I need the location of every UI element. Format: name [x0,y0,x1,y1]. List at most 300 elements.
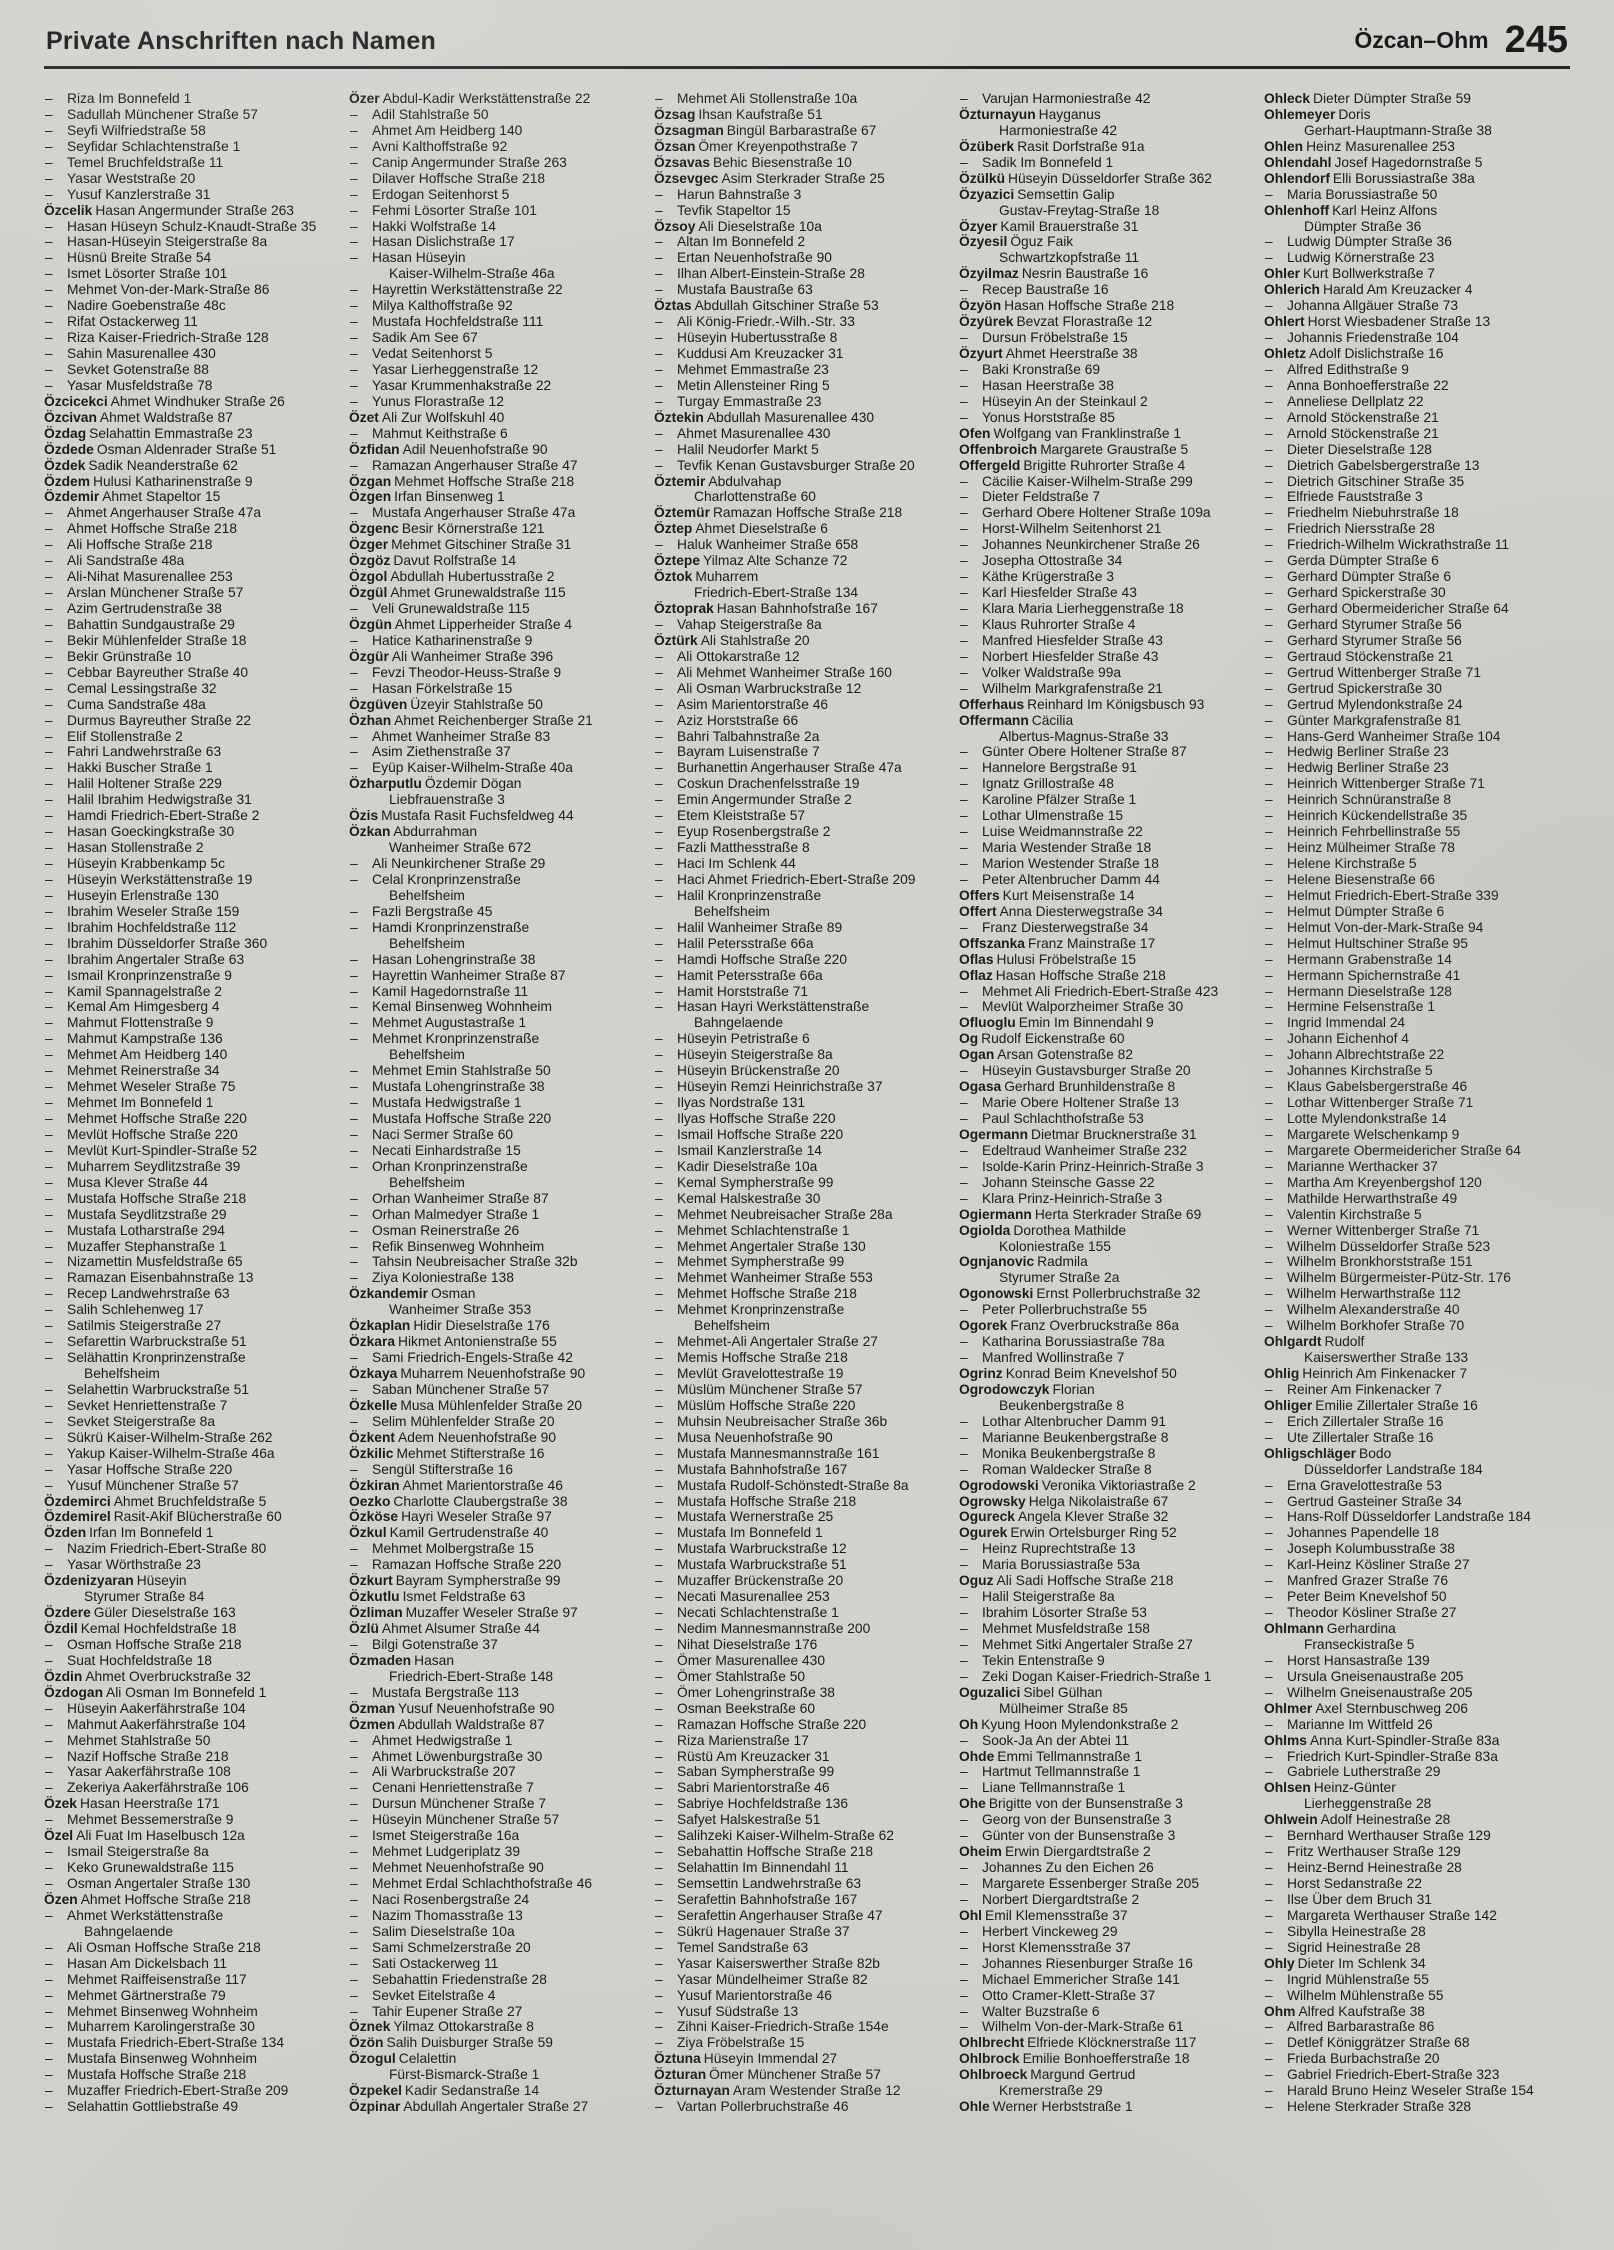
entry-sub: – Hedwig Berliner Straße 23 [1264,760,1556,776]
entry-sub: – Ömer Masurenallee 430 [654,1653,946,1669]
entry-sub: – Müslüm Münchener Straße 57 [654,1382,946,1398]
entry-sub: – Nazim Thomasstraße 13 [349,1908,641,1924]
entry-sub: – Johannes Papendelle 18 [1264,1525,1556,1541]
surname: Offers [959,887,1000,903]
entry-sub: – Halil Steigerstraße 8a [959,1589,1251,1605]
entry-sub: – Lothar Wittenberger Straße 71 [1264,1095,1556,1111]
entry-head: Oflaz Hasan Hoffsche Straße 218 [959,967,1166,983]
entry-sub: – Heinrich Fehrbellinstraße 55 [1264,824,1556,840]
surname: Özülkü [959,170,1005,186]
entry-sub: – Ismail Hoffsche Straße 220 [654,1127,946,1143]
header-right [1354,19,1568,61]
surname: Özsagman [654,122,724,138]
entry-sub: – Necati Masurenallee 253 [654,1589,946,1605]
entry-sub: – Ali Sandstraße 48a [44,553,336,569]
surname: Özmaden [349,1652,412,1668]
entry-sub: – Ludwig Dümpter Straße 36 [1264,234,1556,250]
entry-sub: – Wilhelm Herwarthstraße 112 [1264,1286,1556,1302]
entry-head: Özgan Mehmet Hoffsche Straße 218 [349,473,575,489]
entry-sub: – Ramazan Angerhauser Straße 47 [349,458,641,474]
entry-sub: – Ramazan Hoffsche Straße 220 [349,1557,641,1573]
entry-sub: – Friedhelm Niebuhrstraße 18 [1264,505,1556,521]
entry-sub: – Hasan Am Dickelsbach 11 [44,1956,336,1972]
entry-head: Özen Ahmet Hoffsche Straße 218 [44,1891,251,1907]
entry-sub: – Hüseyin Hubertusstraße 8 [654,330,946,346]
entry-sub: – Mustafa Lohengrinstraße 38 [349,1079,641,1095]
entry-head: Özsavas Behic Biesenstraße 10 [654,154,852,170]
entry-sub: – Ursula Gneisenaustraße 205 [1264,1669,1556,1685]
entry-sub: – Kadir Dieselstraße 10a [654,1159,946,1175]
entry-head: Ohlert Horst Wiesbadener Straße 13 [1264,314,1491,330]
entry-sub: – Gerhard Styrumer Straße 56 [1264,633,1556,649]
entry-sub: – Wilhelm Gneisenaustraße 205 [1264,1685,1556,1701]
entry-sub: – Ilse Über dem Bruch 31 [1264,1892,1556,1908]
surname: Özkelle [349,1397,398,1413]
entry-sub: – Tahir Eupener Straße 27 [349,2004,641,2020]
entry-sub: – Theodor Kösliner Straße 27 [1264,1605,1556,1621]
entry-sub: – Yasar Musfeldstraße 78 [44,378,336,394]
entry-sub: – Marianne Im Wittfeld 26 [1264,1717,1556,1733]
entry-continuation: Gerhart-Hauptmann-Straße 38 [1304,122,1492,138]
entry-sub: – Seyfidar Schlachtenstraße 1 [44,139,336,155]
entry-sub: – Turgay Emmastraße 23 [654,394,946,410]
entry-head: Ofen Wolfgang van Franklinstraße 1 [959,425,1182,441]
entry-sub: – Ali-Nihat Masurenallee 253 [44,569,336,585]
entry-sub: – Yasar Weststraße 20 [44,171,336,187]
entry-sub: – Coskun Drachenfelsstraße 19 [654,776,946,792]
surname: Özmen [349,1716,395,1732]
entry-sub: – Hüsnü Breite Straße 54 [44,250,336,266]
entry-sub: – Hüseyin Werkstättenstraße 19 [44,872,336,888]
entry-sub: – Salih Schlehenweg 17 [44,1302,336,1318]
surname: Özsoy [654,218,696,234]
entry-sub: – Veli Grunewaldstraße 115 [349,601,641,617]
entry-head: Ogrodowczyk Florian [959,1381,1095,1397]
entry-sub: – Arnold Stöckenstraße 21 [1264,410,1556,426]
entry-sub: – Mustafa Hoffsche Straße 218 [44,2067,336,2083]
surname: Öztepe [654,553,700,569]
entry-sub: – Halil Wanheimer Straße 89 [654,920,946,936]
surname: Öznek [349,2019,391,2035]
entry-sub: – Maria Westender Straße 18 [959,840,1251,856]
surname: Özdag [44,425,87,441]
entry-head: Ohl Emil Klemensstraße 37 [959,1907,1128,1923]
surname: Özpekel [349,2083,402,2099]
entry-sub: – Paul Schlachthofstraße 53 [959,1111,1251,1127]
entry-sub: – Cebbar Bayreuther Straße 40 [44,665,336,681]
entry-sub: – Heinz-Bernd Heinestraße 28 [1264,1860,1556,1876]
entry-sub: – Ali Osman Hoffsche Straße 218 [44,1940,336,1956]
surname: Ohlbroeck [959,2067,1028,2083]
entry-sub: – Sadik Im Bonnefeld 1 [959,155,1251,171]
entry-sub: – Selahettin Warbruckstraße 51 [44,1382,336,1398]
entry-sub: – Johann Steinsche Gasse 22 [959,1175,1251,1191]
entry-head: Özköse Hayri Weseler Straße 97 [349,1509,552,1525]
entry-head: Özdemir Ahmet Stapeltor 15 [44,489,221,505]
entry-head: Özel Ali Fuat Im Haselbusch 12a [44,1828,245,1844]
entry-sub: – Herbert Vinckeweg 29 [959,1924,1251,1940]
entry-sub: – Hartmut Tellmannstraße 1 [959,1764,1251,1780]
entry-head: Özüberk Rasit Dorfstraße 91a [959,138,1145,154]
entry-sub: – Mustafa Im Bonnefeld 1 [654,1525,946,1541]
entry-sub: – Sigrid Heinestraße 28 [1264,1940,1556,1956]
entry-head: Ohler Kurt Bollwerkstraße 7 [1264,266,1435,282]
entry-sub: – Sevket Steigerstraße 8a [44,1414,336,1430]
entry-head: Özcivan Ahmet Waldstraße 87 [44,409,233,425]
entry-head: Ogermann Dietmar Brucknerstraße 31 [959,1126,1197,1142]
entry-sub: – Marianne Beukenbergstraße 8 [959,1430,1251,1446]
entry-sub: – Musa Klever Straße 44 [44,1175,336,1191]
entry-sub: – Mehmet Emin Stahlstraße 50 [349,1063,641,1079]
entry-head: Oflas Hulusi Fröbelstraße 15 [959,951,1137,967]
entry-sub: – Yunus Florastraße 12 [349,394,641,410]
entry-sub: – Kemal Am Himgesberg 4 [44,999,336,1015]
page-title: Private Anschriften nach Namen [46,27,436,55]
entry-sub: – Luise Weidmannstraße 22 [959,824,1251,840]
entry-sub: – Fritz Werthauser Straße 129 [1264,1844,1556,1860]
entry-head: Öztuna Hüseyin Immendal 27 [654,2051,838,2067]
entry-head: Öztas Abdullah Gitschiner Straße 53 [654,298,879,314]
surname: Offerhaus [959,696,1025,712]
entry-sub: – Wilhelm Borkhofer Straße 70 [1264,1318,1556,1334]
entry-head: Öztekin Abdullah Masurenallee 430 [654,409,875,425]
directory-column [349,91,641,2115]
directory-column [1264,91,1556,2115]
entry-sub: – Ali Warbruckstraße 207 [349,1764,641,1780]
entry-sub: – Dietrich Gitschiner Straße 35 [1264,474,1556,490]
entry-sub: – Hüseyin Remzi Heinrichstraße 37 [654,1079,946,1095]
surname: Özsevgec [654,170,719,186]
entry-continuation: Schwartzkopfstraße 11 [999,250,1140,266]
entry-head: Ohletz Adolf Dislichstraße 16 [1264,346,1444,361]
entry-head: Oguz Ali Sadi Hoffsche Straße 218 [959,1573,1174,1589]
entry-sub: – Helene Sterkrader Straße 328 [1264,2099,1556,2115]
entry-sub: – Muzaffer Friedrich-Ebert-Straße 209 [44,2083,336,2099]
entry-sub: – Bernhard Werthauser Straße 129 [1264,1828,1556,1844]
entry-sub: – Roman Waldecker Straße 8 [959,1462,1251,1478]
entry-head: Ogurek Erwin Ortelsburger Ring 52 [959,1525,1177,1541]
entry-sub: – Ali Ottokarstraße 12 [654,649,946,665]
entry-sub: – Manfred Wollinstraße 7 [959,1350,1251,1366]
entry-sub: – Reiner Am Finkenacker 7 [1264,1382,1556,1398]
entry-sub: – Yasar Hoffsche Straße 220 [44,1462,336,1478]
surname: Özgenc [349,521,399,537]
entry-sub: – Mehmet Schlachtenstraße 1 [654,1223,946,1239]
entry-head: Offenbroich Margarete Graustraße 5 [959,441,1189,457]
entry-sub: – Helene Kirchstraße 5 [1264,856,1556,872]
entry-sub: – Cäcilie Kaiser-Wilhelm-Straße 299 [959,474,1251,490]
entry-sub: – Osman Hoffsche Straße 218 [44,1637,336,1653]
entry-sub: – Ertan Neuenhofstraße 90 [654,250,946,266]
entry-sub: – Hüseyin Münchener Straße 57 [349,1812,641,1828]
entry-sub: – Mehmet Am Heidberg 140 [44,1047,336,1063]
entry-sub: – Mustafa Angerhauser Straße 47a [349,505,641,521]
entry-head: Ohlen Heinz Masurenallee 253 [1264,138,1455,154]
entry-sub: – Mehmet Musfeldstraße 158 [959,1621,1251,1637]
entry-continuation: Styrumer Straße 84 [84,1589,205,1605]
surname: Öztep [654,521,693,537]
surname: Özdil [44,1621,78,1636]
entry-sub: – Alfred Edithstraße 9 [1264,362,1556,378]
entry-head: Ogan Arsan Gotenstraße 82 [959,1047,1134,1063]
entry-sub: – Durmus Bayreuther Straße 22 [44,713,336,729]
entry-sub: – Cuma Sandstraße 48a [44,697,336,713]
entry-sub: – Günter Obere Holtener Straße 87 [959,744,1251,760]
page-number: 245 [1504,19,1568,61]
entry-continuation: Behelfsheim [389,935,465,951]
entry-head: Özis Mustafa Rasit Fuchsfeldweg 44 [349,808,574,824]
entry-sub: – Mevlüt Kurt-Spindler-Straße 52 [44,1143,336,1159]
entry-continuation: Albertus-Magnus-Straße 33 [999,728,1169,744]
entry-sub: – Anna Bonhoefferstraße 22 [1264,378,1556,394]
entry-sub: – Eyup Rosenbergstraße 2 [654,824,946,840]
entry-sub: – Mehmet Augustastraße 1 [349,1015,641,1031]
entry-sub: – Recep Landwehrstraße 63 [44,1286,336,1302]
entry-sub: – Kemal Halskestraße 30 [654,1191,946,1207]
entry-sub: – Horst Sedanstraße 22 [1264,1876,1556,1892]
entry-sub: – Lothar Altenbrucher Damm 91 [959,1414,1251,1430]
surname: Ohlert [1264,314,1305,330]
entry-continuation: Düsseldorfer Landstraße 184 [1304,1461,1483,1477]
surname: Özkan [349,824,391,840]
entry-head: Özmaden Hasan [349,1652,454,1668]
surname: Özyurt [959,346,1003,361]
entry-head: Özpekel Kadir Sedanstraße 14 [349,2083,540,2099]
entry-sub: – Ilhan Albert-Einstein-Straße 28 [654,266,946,282]
entry-sub: – Mehmet Sitki Angertaler Straße 27 [959,1637,1251,1653]
entry-sub: – Hüseyin Gustavsburger Straße 20 [959,1063,1251,1079]
surname: Ohlendahl [1264,154,1332,170]
entry-sub: – Mehmet Bessemerstraße 9 [44,1812,336,1828]
entry-sub: – Yusuf Südstraße 13 [654,2004,946,2020]
entry-head: Özyazici Semsettin Galip [959,186,1115,202]
entry-sub: – Wilhelm Markgrafenstraße 21 [959,681,1251,697]
entry-head: Özdemirel Rasit-Akif Blücherstraße 60 [44,1509,282,1525]
entry-sub: – Naci Sermer Straße 60 [349,1127,641,1143]
entry-sub: – Sükrü Kaiser-Wilhelm-Straße 262 [44,1430,336,1446]
entry-sub: – Safyet Halskestraße 51 [654,1812,946,1828]
surname: Ognjanovic [959,1254,1035,1270]
entry-sub: – Wilhelm Bürgermeister-Pütz-Str. 176 [1264,1270,1556,1286]
entry-sub: – Azim Gertrudenstraße 38 [44,601,336,617]
surname: Özdemirci [44,1493,111,1509]
surname: Öztürk [654,632,698,648]
surname: Ogurek [959,1525,1008,1541]
entry-head: Özsan Ömer Kreyenpothstraße 7 [654,138,858,154]
entry-sub: – Detlef Königgrätzer Straße 68 [1264,2035,1556,2051]
entry-sub: – Arslan Münchener Straße 57 [44,585,336,601]
entry-head: Özdem Hulusi Katharinenstraße 9 [44,473,253,489]
surname: Özdede [44,441,94,457]
entry-sub: – Hayrettin Werkstättenstraße 22 [349,282,641,298]
entry-sub: – Otto Cramer-Klett-Straße 37 [959,1988,1251,2004]
surname: Ohlwein [1264,1812,1318,1828]
surname: Özgüven [349,696,408,712]
entry-sub: – Manfred Hiesfelder Straße 43 [959,633,1251,649]
entry-sub: – Altan Im Bonnefeld 2 [654,234,946,250]
entry-head: Özgol Abdullah Hubertusstraße 2 [349,569,555,585]
entry-sub: – Ismet Steigerstraße 16a [349,1828,641,1844]
entry-sub: – Hasan Goeckingkstraße 30 [44,824,336,840]
entry-sub: – Mahmut Aakerfährstraße 104 [44,1717,336,1733]
entry-sub: – Werner Wittenberger Straße 71 [1264,1223,1556,1239]
entry-sub: – Gertrud Gasteiner Straße 34 [1264,1494,1556,1510]
entry-sub: – Kemal Binsenweg Wohnheim [349,999,641,1015]
entry-sub: – Friedrich Kurt-Spindler-Straße 83a [1264,1749,1556,1765]
entry-sub: – Johanna Allgäuer Straße 73 [1264,298,1556,314]
entry-sub: – Hasan Heerstraße 38 [959,378,1251,394]
entry-sub: – Haci Ahmet Friedrich-Ebert-Straße 209 [654,872,946,888]
surname: Ohlemeyer [1264,106,1336,122]
surname: Oguzalici [959,1684,1021,1700]
entry-head: Oh Kyung Hoon Mylendonkstraße 2 [959,1716,1179,1732]
entry-sub: – Johannes Zu den Eichen 26 [959,1860,1251,1876]
entry-head: Ohlendorf Elli Borussiastraße 38a [1264,170,1475,186]
entry-sub: – Cemal Lessingstraße 32 [44,681,336,697]
entry-sub: – Gertraud Stöckenstraße 21 [1264,649,1556,665]
entry-sub: – Mehmet Stahlstraße 50 [44,1733,336,1749]
entry-sub: – Hasan Hayri Werkstättenstraße [654,999,946,1015]
surname: Özek [44,1796,77,1812]
entry-head: Özlü Ahmet Alsumer Straße 44 [349,1621,540,1636]
surname: Ohl [959,1907,982,1923]
entry-sub: – Kemal Sympherstraße 99 [654,1175,946,1191]
surname: Offszanka [959,935,1025,951]
surname: Özpinar [349,2099,401,2115]
entry-sub: – Muzaffer Brückenstraße 20 [654,1573,946,1589]
entry-sub: – Sami Schmelzerstraße 20 [349,1940,641,1956]
entry-sub: – Katharina Borussiastraße 78a [959,1334,1251,1350]
entry-sub: – Peter Pollerbruchstraße 55 [959,1302,1251,1318]
surname: Öztekin [654,409,704,425]
entry-head: Özgün Ahmet Lipperheider Straße 4 [349,616,573,632]
entry-head: Özfidan Adil Neuenhofstraße 90 [349,441,548,457]
entry-sub: – Zekeriya Aakerfährstraße 106 [44,1780,336,1796]
entry-sub: – Ziya Fröbelstraße 15 [654,2035,946,2051]
entry-sub: – Klara Prinz-Heinrich-Straße 3 [959,1191,1251,1207]
surname: Özsag [654,106,696,122]
entry-sub: – Keko Grunewaldstraße 115 [44,1860,336,1876]
entry-sub: – Ali Hoffsche Straße 218 [44,537,336,553]
surname: Ogonowski [959,1286,1034,1302]
entry-sub: – Karl-Heinz Kösliner Straße 27 [1264,1557,1556,1573]
entry-sub: – Sabriye Hochfeldstraße 136 [654,1796,946,1812]
entry-sub: – Mustafa Friedrich-Ebert-Straße 134 [44,2035,336,2051]
entry-sub: – Ahmet Löwenburgstraße 30 [349,1749,641,1765]
entry-sub: – Gerhard Obere Holtener Straße 109a [959,505,1251,521]
entry-sub: – Gerhard Spickerstraße 30 [1264,585,1556,601]
entry-sub: – Mustafa Wernerstraße 25 [654,1509,946,1525]
entry-head: Özgenc Besir Körnerstraße 121 [349,521,545,537]
entry-sub: – Mustafa Hoffsche Straße 218 [654,1494,946,1510]
entry-sub: – Mustafa Seydlitzstraße 29 [44,1207,336,1223]
entry-sub: – Mehmet Hoffsche Straße 218 [654,1286,946,1302]
surname: Özön [349,2035,384,2051]
entry-sub: – Wilhelm Düsseldorfer Straße 523 [1264,1239,1556,1255]
entry-sub: – Muharrem Karolingerstraße 30 [44,2019,336,2035]
entry-sub: – Necati Einhardstraße 15 [349,1143,641,1159]
entry-sub: – Mahmut Flottenstraße 9 [44,1015,336,1031]
entry-sub: – Norbert Hiesfelder Straße 43 [959,649,1251,665]
entry-sub: – Baki Kronstraße 69 [959,362,1251,378]
entry-sub: – Mehmet Molbergstraße 15 [349,1541,641,1557]
entry-sub: – Halil Holtener Straße 229 [44,776,336,792]
entry-sub: – Memis Hoffsche Straße 218 [654,1350,946,1366]
entry-sub: – Dieter Dieselstraße 128 [1264,442,1556,458]
surname: Özyer [959,218,998,234]
surname: Ohlen [1264,138,1304,154]
entry-head: Oheim Erwin Diergardtstraße 2 [959,1844,1151,1860]
surname: Özcelik [44,202,93,218]
entry-sub: – Sibylla Heinestraße 28 [1264,1924,1556,1940]
surname: Özyilmaz [959,266,1019,282]
entry-head: Özyurt Ahmet Heerstraße 38 [959,346,1138,361]
entry-sub: – Ziya Koloniestraße 138 [349,1270,641,1286]
entry-sub: – Yasar Mündelheimer Straße 82 [654,1972,946,1988]
surname: Özsan [654,138,696,154]
entry-sub: – Ilyas Nordstraße 131 [654,1095,946,1111]
entry-sub: – Ramazan Eisenbahnstraße 13 [44,1270,336,1286]
surname: Ohlbrock [959,2051,1020,2067]
surname: Oflaz [959,967,993,983]
entry-sub: – Ali Neunkirchener Straße 29 [349,856,641,872]
entry-head: Özdin Ahmet Overbruckstraße 32 [44,1668,251,1684]
entry-sub: – Refik Binsenweg Wohnheim [349,1239,641,1255]
entry-sub: – Ismail Kanzlerstraße 14 [654,1143,946,1159]
entry-sub: – Mehmet Kronprinzenstraße [654,1302,946,1318]
surname: Özger [349,537,389,553]
entry-head: Ohlbrecht Elfriede Klöcknerstraße 117 [959,2035,1197,2051]
entry-sub: – Lothar Ulmenstraße 15 [959,808,1251,824]
entry-head: Özer Abdul-Kadir Werkstättenstraße 22 [349,91,591,106]
entry-sub: – Mehmet Ludgeriplatz 39 [349,1844,641,1860]
surname: Özhan [349,712,392,728]
entry-head: Offszanka Franz Mainstraße 17 [959,935,1156,951]
entry-head: Ogasa Gerhard Brunhildenstraße 8 [959,1079,1176,1095]
entry-head: Özkul Kamil Gertrudenstraße 40 [349,1525,549,1541]
entry-sub: – Hermine Felsenstraße 1 [1264,999,1556,1015]
entry-sub: – Horst-Wilhelm Seitenhorst 21 [959,521,1251,537]
entry-sub: – Gerhard Dümpter Straße 6 [1264,569,1556,585]
entry-sub: – Ahmet Wanheimer Straße 83 [349,729,641,745]
entry-head: Özdenizyaran Hüseyin [44,1573,187,1589]
entry-sub: – Yonus Horststraße 85 [959,410,1251,426]
entry-head: Ohm Alfred Kaufstraße 38 [1264,2003,1425,2019]
entry-head: Özyer Kamil Brauerstraße 31 [959,218,1139,234]
entry-head: Ogonowski Ernst Pollerbruchstraße 32 [959,1286,1201,1302]
surname: Oh [959,1716,979,1732]
entry-continuation: Behelfsheim [84,1366,160,1381]
entry-sub: – Rüstü Am Kreuzacker 31 [654,1749,946,1765]
entry-sub: – Tekin Entenstraße 9 [959,1653,1251,1669]
entry-sub: – Hamdi Friedrich-Ebert-Straße 2 [44,808,336,824]
entry-sub: – Yusuf Marientorstraße 46 [654,1988,946,2004]
entry-sub: – Hans-Rolf Düsseldorfer Landstraße 184 [1264,1509,1556,1525]
entry-sub: – Heinz Mülheimer Straße 78 [1264,840,1556,856]
entry-sub: – Isolde-Karin Prinz-Heinrich-Straße 3 [959,1159,1251,1175]
entry-sub: – Arnold Stöckenstraße 21 [1264,426,1556,442]
entry-sub: – Anneliese Dellplatz 22 [1264,394,1556,410]
entry-head: Özet Ali Zur Wolfskuhl 40 [349,409,505,425]
entry-continuation: Kremerstraße 29 [999,2083,1103,2099]
surname: Ohlig [1264,1366,1300,1381]
surname: Ofluoglu [959,1015,1016,1031]
entry-continuation: Behelfsheim [694,1318,770,1334]
entry-head: Özgül Ahmet Grunewaldstraße 115 [349,585,566,601]
surname: Öztuna [654,2051,701,2067]
surname: Ohler [1264,266,1301,282]
surname: Özyön [959,298,1002,314]
